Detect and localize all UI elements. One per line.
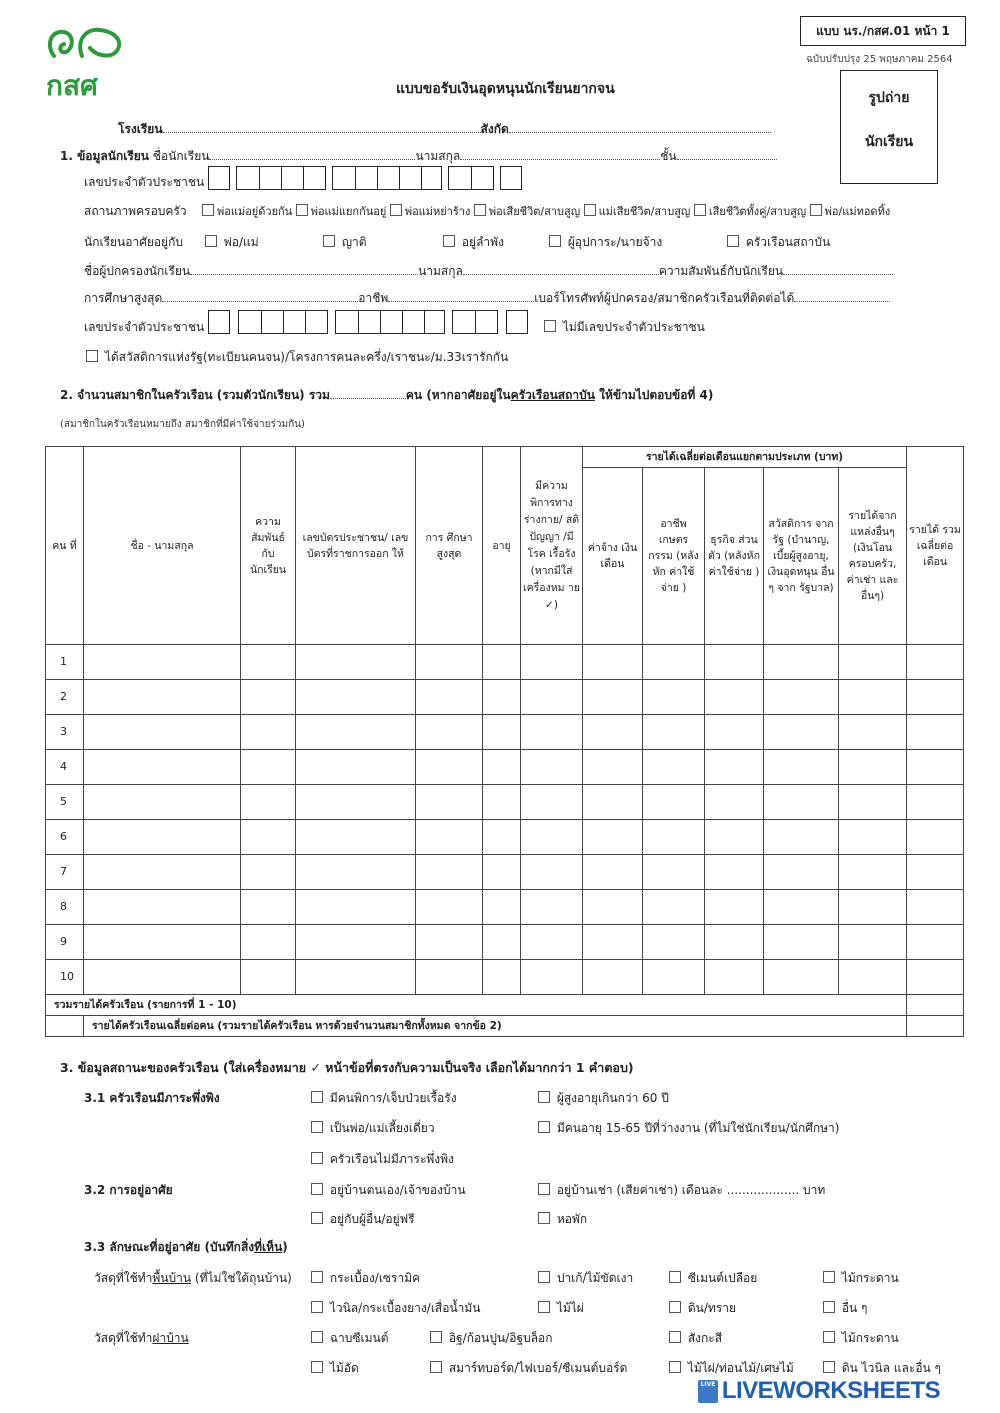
table-cell[interactable]: [241, 890, 296, 925]
table-cell[interactable]: [583, 855, 643, 890]
table-cell[interactable]: [764, 820, 839, 855]
table-cell[interactable]: [907, 820, 964, 855]
table-cell[interactable]: [416, 960, 483, 995]
table-cell[interactable]: [296, 750, 416, 785]
col-agri: อาชีพ เกษตร กรรม (หลังหัก ค่าใช้จ่าย ): [643, 468, 705, 645]
checkbox-icon: [202, 204, 214, 216]
section1-title: 1. ข้อมูลนักเรียน: [60, 149, 150, 163]
table-cell[interactable]: [705, 715, 764, 750]
page-title: แบบขอรับเงินอุดหนุนนักเรียนยากจน: [396, 81, 615, 97]
col-wage: ค่าจ้าง เงินเดือน: [583, 468, 643, 645]
wall-option[interactable]: สมาร์ทบอร์ด/ไฟเบอร์/ซีเมนต์บอร์ด: [430, 1359, 627, 1378]
checkbox-icon: [311, 1183, 323, 1195]
table-cell[interactable]: [84, 855, 241, 890]
lives-with-label: นักเรียนอาศัยอยู่กับ: [84, 235, 183, 249]
table-cell[interactable]: [583, 680, 643, 715]
table-cell[interactable]: [839, 960, 907, 995]
row-number: 8: [46, 890, 84, 925]
table-cell[interactable]: [583, 750, 643, 785]
photo-box[interactable]: [840, 70, 938, 184]
wall-option[interactable]: อิฐ/ก้อนปูน/อิฐบล็อก: [430, 1329, 553, 1348]
table-cell[interactable]: [416, 820, 483, 855]
checkbox-icon: [296, 204, 308, 216]
table-cell[interactable]: [483, 680, 521, 715]
table-cell[interactable]: [483, 890, 521, 925]
checkbox-icon: [390, 204, 402, 216]
student-surname-label: นามสกุล: [415, 149, 461, 163]
logo-text: กสศ: [46, 69, 98, 102]
table-cell[interactable]: [84, 645, 241, 680]
affiliation-label: สังกัด: [480, 122, 509, 136]
student-name-label: ชื่อนักเรียน: [152, 149, 210, 163]
table-cell[interactable]: [84, 925, 241, 960]
residence-option[interactable]: อยู่บ้านตนเอง/เจ้าของบ้าน: [311, 1181, 466, 1200]
table-row: [46, 925, 964, 960]
lives-with-option[interactable]: พ่อ/แม่: [205, 233, 259, 252]
table-cell[interactable]: [705, 890, 764, 925]
checkbox-icon: [538, 1091, 550, 1103]
grade-label: ชั้น: [660, 149, 677, 163]
floor-option[interactable]: อื่น ๆ: [823, 1299, 868, 1318]
checkbox-icon: [311, 1091, 323, 1103]
table-cell[interactable]: [84, 960, 241, 995]
floor-material-label: วัสดุที่ใช้ทำพื้นบ้าน (ที่ไม่ใช่ใต้ถุนบ้าน): [94, 1271, 292, 1285]
guardian-id-digit-1[interactable]: [208, 310, 230, 334]
student-id-label: เลขประจำตัวประชาชน: [84, 175, 205, 189]
checkbox-icon: [311, 1152, 323, 1164]
section31-title: 3.1 ครัวเรือนมีภาระพึ่งพิง: [84, 1091, 220, 1105]
family-status-option[interactable]: เสียชีวิตทั้งคู่/สาบสูญ: [694, 205, 806, 218]
table-cell[interactable]: [483, 645, 521, 680]
occupation-label: อาชีพ: [358, 291, 389, 305]
table-cell[interactable]: [84, 785, 241, 820]
col-education: การ ศึกษา สูงสุด: [416, 447, 483, 645]
table-cell[interactable]: [416, 925, 483, 960]
guardian-name-field[interactable]: [190, 262, 418, 275]
table-row: [46, 820, 964, 855]
table-cell[interactable]: [241, 855, 296, 890]
checkbox-icon: [311, 1301, 323, 1313]
table-cell[interactable]: [643, 645, 705, 680]
table-cell[interactable]: [643, 820, 705, 855]
table-cell[interactable]: [521, 890, 583, 925]
table-cell[interactable]: [705, 750, 764, 785]
table-cell[interactable]: [643, 715, 705, 750]
grade-field[interactable]: [677, 147, 777, 160]
wall-option[interactable]: ฉาบซีเมนต์: [311, 1329, 389, 1348]
wall-option[interactable]: ดิน ไวนิล และอื่น ๆ: [823, 1359, 941, 1378]
guardian-id-digits-2-5[interactable]: [238, 310, 328, 334]
table-cell[interactable]: [241, 960, 296, 995]
floor-option[interactable]: ไม้ไผ่: [538, 1299, 584, 1318]
checkbox-icon: [538, 1271, 550, 1283]
photo-label-2: นักเรียน: [864, 134, 914, 150]
wall-option[interactable]: ไม้กระดาน: [823, 1329, 899, 1348]
guardian-surname-label: นามสกุล: [418, 264, 463, 278]
table-cell[interactable]: [705, 645, 764, 680]
table-cell[interactable]: [764, 785, 839, 820]
section2-note: (สมาชิกในครัวเรือนหมายถึง สมาชิกที่มีค่าใช้จ่ายร่วมกัน): [60, 419, 305, 430]
table-cell[interactable]: [483, 750, 521, 785]
guardian-id-digit-13[interactable]: [506, 310, 528, 334]
brand-text: LIVEWORKSHEETS: [721, 1377, 941, 1404]
table-cell[interactable]: [521, 785, 583, 820]
table-cell[interactable]: [583, 820, 643, 855]
education-label: การศึกษาสูงสุด: [84, 291, 163, 305]
checkbox-icon: [694, 204, 706, 216]
lives-with-option[interactable]: ครัวเรือนสถาบัน: [727, 233, 830, 252]
row-number: 4: [46, 750, 84, 785]
table-cell[interactable]: [296, 645, 416, 680]
table-cell[interactable]: [296, 785, 416, 820]
table-cell[interactable]: [907, 785, 964, 820]
table-row: [46, 715, 964, 750]
phone-label: เบอร์โทรศัพท์ผู้ปกครอง/สมาชิกครัวเรือนที่ติดต่อได้: [534, 291, 795, 305]
table-cell[interactable]: [296, 715, 416, 750]
table-cell[interactable]: [839, 855, 907, 890]
table-cell[interactable]: [643, 750, 705, 785]
floor-option[interactable]: ดิน/ทราย: [669, 1299, 736, 1318]
table-cell[interactable]: [764, 925, 839, 960]
col-other: รายได้จาก แหล่งอื่นๆ (เงินโอน ครอบครัว, ค่าเช่า และ อื่นๆ): [839, 468, 907, 645]
col-total: รายได้ รวม เฉลี่ยต่อ เดือน: [907, 447, 964, 645]
guardian-name-label: ชื่อผู้ปกครองนักเรียน: [84, 264, 191, 278]
table-cell[interactable]: [521, 820, 583, 855]
table-cell[interactable]: [764, 750, 839, 785]
table-cell[interactable]: [643, 890, 705, 925]
table-cell[interactable]: [241, 750, 296, 785]
residence-option[interactable]: หอพัก: [538, 1210, 587, 1229]
wall-option[interactable]: สังกะสี: [669, 1329, 722, 1348]
family-status-option[interactable]: พ่อแม่อยู่ด้วยกัน: [202, 205, 292, 218]
table-cell[interactable]: [521, 960, 583, 995]
col-id: เลขบัตรประชาชน/ เลขบัตรที่ราชการออก ให้: [296, 447, 416, 645]
floor-option[interactable]: กระเบื้อง/เซรามิค: [311, 1269, 420, 1288]
student-name-field[interactable]: [209, 147, 415, 160]
table-cell[interactable]: [416, 785, 483, 820]
family-status-option[interactable]: พ่อแม่หย่าร้าง: [390, 205, 471, 218]
household-sum-label: รวมรายได้ครัวเรือน (รายการที่ 1 - 10): [46, 995, 907, 1016]
col-person-no: คน ที่: [46, 447, 84, 645]
burden-option[interactable]: เป็นพ่อ/แม่เลี้ยงเดี่ยว: [311, 1119, 435, 1138]
lives-with-option[interactable]: ผู้อุปการะ/นายจ้าง: [549, 233, 662, 252]
section33-title: 3.3 ลักษณะที่อยู่อาศัย (บันทึกสิ่งที่เห็น): [84, 1240, 288, 1254]
table-cell[interactable]: [296, 925, 416, 960]
photo-label-1: รูปถ่าย: [868, 90, 910, 106]
table-cell[interactable]: [84, 820, 241, 855]
checkbox-icon: [669, 1301, 681, 1313]
table-cell[interactable]: [643, 785, 705, 820]
burden-option[interactable]: มีคนพิการ/เจ็บป่วยเรื้อรัง: [311, 1089, 457, 1108]
table-cell[interactable]: [483, 820, 521, 855]
checkbox-icon: [474, 204, 486, 216]
table-cell[interactable]: [241, 820, 296, 855]
guardian-id-label: เลขประจำตัวประชาชน: [84, 320, 205, 334]
table-cell[interactable]: [583, 785, 643, 820]
form-code: แบบ นร./กสศ.01 หน้า 1: [800, 16, 966, 46]
row-number: 6: [46, 820, 84, 855]
checkbox-icon: [538, 1301, 550, 1313]
table-cell[interactable]: [521, 715, 583, 750]
student-id-digit-13[interactable]: [500, 166, 522, 190]
table-cell[interactable]: [705, 960, 764, 995]
table-cell[interactable]: [764, 890, 839, 925]
col-name: ชื่อ - นามสกุล: [84, 447, 241, 645]
guardian-id-digits-11-12[interactable]: [452, 310, 498, 334]
col-disability: มีความ พิการทาง ร่างกาย/ สติปัญญา /มีโรค เรื้อรัง (หากมีใส่ เครื่องหม าย ✓): [521, 447, 583, 645]
col-age: อายุ: [483, 447, 521, 645]
checkbox-icon: [669, 1271, 681, 1283]
table-cell[interactable]: [296, 960, 416, 995]
table-cell[interactable]: [705, 680, 764, 715]
guardian-id-digits-6-10[interactable]: [335, 310, 445, 334]
table-cell[interactable]: [241, 785, 296, 820]
checkbox-icon: [205, 235, 217, 247]
phone-field[interactable]: [794, 289, 890, 302]
family-status-option[interactable]: พ่อแม่แยกกันอยู่: [296, 205, 387, 218]
residence-option[interactable]: อยู่บ้านเช่า (เสียค่าเช่า) เดือนละ ................... บาท: [538, 1181, 825, 1200]
table-cell[interactable]: [241, 645, 296, 680]
burden-option[interactable]: มีคนอายุ 15-65 ปีที่ว่างงาน (ที่ไม่ใช่นักเรียน/นักศึกษา): [538, 1119, 839, 1138]
table-cell[interactable]: [416, 750, 483, 785]
checkbox-icon: [311, 1271, 323, 1283]
row-number: 10: [46, 960, 84, 995]
table-row: [46, 645, 964, 680]
checkbox-icon: [311, 1121, 323, 1133]
table-cell[interactable]: [84, 890, 241, 925]
checkbox-icon: [584, 204, 596, 216]
table-cell[interactable]: [583, 890, 643, 925]
table-cell[interactable]: [84, 750, 241, 785]
table-cell[interactable]: [643, 925, 705, 960]
table-cell[interactable]: [705, 785, 764, 820]
relation-label: ความสัมพันธ์กับนักเรียน: [658, 264, 784, 278]
checkbox-icon: [823, 1271, 835, 1283]
table-cell[interactable]: [839, 645, 907, 680]
table-cell[interactable]: [764, 855, 839, 890]
student-id-digits-2-5[interactable]: [236, 166, 326, 190]
col-welfare: สวัสดิการ จากรัฐ (บำนาญ, เบี้ยผู้สูงอายุ, เงินอุดหนุน อื่น ๆ จาก รัฐบาล): [764, 468, 839, 645]
checkbox-icon: [727, 235, 739, 247]
table-cell[interactable]: [907, 925, 964, 960]
table-cell[interactable]: [839, 750, 907, 785]
checkbox-icon: [810, 204, 822, 216]
checkbox-icon: [669, 1361, 681, 1373]
table-cell[interactable]: [241, 715, 296, 750]
table-cell[interactable]: [416, 645, 483, 680]
table-cell[interactable]: [521, 645, 583, 680]
table-cell[interactable]: [839, 785, 907, 820]
table-cell[interactable]: [705, 925, 764, 960]
table-row: [46, 890, 964, 925]
checkbox-icon: [430, 1331, 442, 1343]
burden-option[interactable]: ผู้สูงอายุเกินกว่า 60 ปี: [538, 1089, 669, 1108]
row-number: 9: [46, 925, 84, 960]
table-cell[interactable]: [583, 960, 643, 995]
table-cell[interactable]: [296, 855, 416, 890]
table-cell[interactable]: [839, 680, 907, 715]
checkbox-icon: [443, 235, 455, 247]
table-row: [46, 960, 964, 995]
table-cell[interactable]: [907, 645, 964, 680]
table-cell[interactable]: [483, 785, 521, 820]
school-label: โรงเรียน: [118, 122, 163, 136]
family-status-options: [202, 202, 890, 220]
table-cell[interactable]: [416, 680, 483, 715]
table-cell[interactable]: [583, 925, 643, 960]
occupation-field[interactable]: [388, 289, 534, 302]
student-id-digits-11-12[interactable]: [448, 166, 494, 190]
table-row: [46, 680, 964, 715]
table-cell[interactable]: [764, 680, 839, 715]
checkbox-icon: [538, 1212, 550, 1224]
floor-option[interactable]: ไม้กระดาน: [823, 1269, 899, 1288]
table-cell[interactable]: [643, 855, 705, 890]
revision-date: ฉบับปรับปรุง 25 พฤษภาคม 2564: [806, 54, 953, 65]
table-cell[interactable]: [907, 855, 964, 890]
checkbox-icon: [669, 1331, 681, 1343]
table-cell[interactable]: [483, 855, 521, 890]
no-id-option[interactable]: ไม่มีเลขประจำตัวประชาชน: [544, 318, 705, 337]
row-number: 3: [46, 715, 84, 750]
student-id-digits-6-10[interactable]: [332, 166, 442, 190]
checkbox-icon: [538, 1121, 550, 1133]
table-cell[interactable]: [839, 890, 907, 925]
burden-option[interactable]: ครัวเรือนไม่มีภาระพึ่งพิง: [311, 1150, 454, 1169]
affiliation-field[interactable]: [509, 120, 771, 133]
income-group-header: รายได้เฉลี่ยต่อเดือนแยกตามประเภท (บาท): [583, 447, 907, 468]
table-cell[interactable]: [241, 925, 296, 960]
table-cell[interactable]: [521, 750, 583, 785]
table-cell[interactable]: [416, 890, 483, 925]
school-field[interactable]: [163, 120, 481, 133]
checkbox-icon: [823, 1301, 835, 1313]
family-status-option[interactable]: พ่อเสียชีวิต/สาบสูญ: [474, 205, 580, 218]
table-cell[interactable]: [521, 680, 583, 715]
household-average-label: รายได้ครัวเรือนเฉลี่ยต่อคน (รวมรายได้ครัวเรือน หารด้วยจำนวนสมาชิกทั้งหมด จากข้อ 2): [84, 1016, 907, 1037]
table-cell[interactable]: [705, 820, 764, 855]
family-status-option[interactable]: พ่อ/แม่ทอดทิ้ง: [810, 205, 891, 218]
household-table: [45, 446, 964, 1037]
floor-option[interactable]: ปาเก้/ไม้ขัดเงา: [538, 1269, 633, 1288]
table-row: [46, 785, 964, 820]
table-cell[interactable]: [521, 855, 583, 890]
checkbox-icon: [323, 235, 335, 247]
table-cell[interactable]: [839, 925, 907, 960]
checkbox-icon: [538, 1183, 550, 1195]
checkbox-icon: [311, 1212, 323, 1224]
wall-material-label: วัสดุที่ใช้ทำฝาบ้าน: [94, 1331, 189, 1345]
section32-title: 3.2 การอยู่อาศัย: [84, 1183, 173, 1197]
table-cell[interactable]: [296, 890, 416, 925]
checkbox-icon: [86, 350, 98, 362]
residence-option[interactable]: อยู่กับผู้อื่น/อยู่ฟรี: [311, 1210, 415, 1229]
row-number: 1: [46, 645, 84, 680]
relation-field[interactable]: [783, 262, 893, 275]
wall-option[interactable]: ไม้ไผ่/ท่อนไม้/เศษไม้: [669, 1359, 794, 1378]
table-cell[interactable]: [84, 680, 241, 715]
table-cell[interactable]: [907, 890, 964, 925]
section3-title: 3. ข้อมูลสถานะของครัวเรือน (ใส่เครื่องหมาย ✓ หน้าข้อที่ตรงกับความเป็นจริง เลือกได้มากกว่า 1 คำตอบ): [60, 1060, 634, 1075]
wall-option[interactable]: ไม้อัด: [311, 1359, 359, 1378]
household-count-field[interactable]: [330, 386, 406, 399]
table-cell[interactable]: [643, 680, 705, 715]
lives-with-option[interactable]: อยู่ลำพัง: [443, 233, 504, 252]
table-cell[interactable]: [907, 960, 964, 995]
checkbox-icon: [311, 1331, 323, 1343]
table-cell[interactable]: [705, 855, 764, 890]
student-surname-field[interactable]: [460, 147, 660, 160]
row-number: 5: [46, 785, 84, 820]
checkbox-icon: [544, 320, 556, 332]
checkbox-icon: [823, 1361, 835, 1373]
table-cell[interactable]: [483, 925, 521, 960]
family-status-label: สถานภาพครอบครัว: [84, 204, 187, 218]
floor-option[interactable]: ไวนิล/กระเบื้องยาง/เสื่อน้ำมัน: [311, 1299, 481, 1318]
guardian-surname-field[interactable]: [463, 262, 659, 275]
table-cell[interactable]: [764, 960, 839, 995]
table-cell[interactable]: [764, 645, 839, 680]
liveworksheets-logo[interactable]: [698, 1377, 940, 1405]
table-cell[interactable]: [296, 820, 416, 855]
table-cell[interactable]: [839, 715, 907, 750]
table-cell[interactable]: [643, 960, 705, 995]
section2-title: 2. จำนวนสมาชิกในครัวเรือน (รวมตัวนักเรียน) รวม: [60, 388, 330, 402]
row-number: 7: [46, 855, 84, 890]
household-sum-cell[interactable]: [907, 995, 964, 1016]
institution-household-text: ครัวเรือนสถาบัน: [510, 388, 595, 402]
lives-with-option[interactable]: ญาติ: [323, 233, 367, 252]
welfare-option[interactable]: ได้สวัสดิการแห่งรัฐ(ทะเบียนคนจน)/โครงการคนละครึ่ง/เราชนะ/ม.33เรารักกัน: [86, 348, 508, 367]
family-status-option[interactable]: แม่เสียชีวิต/สาบสูญ: [584, 205, 691, 218]
checkbox-icon: [823, 1331, 835, 1343]
organization-logo: [44, 26, 128, 60]
table-cell[interactable]: [907, 715, 964, 750]
table-cell[interactable]: [483, 715, 521, 750]
table-cell[interactable]: [241, 680, 296, 715]
row-number: 2: [46, 680, 84, 715]
education-field[interactable]: [162, 289, 358, 302]
household-average-cell[interactable]: [907, 1016, 964, 1037]
checkbox-icon: [430, 1361, 442, 1373]
table-cell[interactable]: [764, 715, 839, 750]
table-cell[interactable]: [296, 680, 416, 715]
col-relation: ความ สัมพันธ์ กับ นักเรียน: [241, 447, 296, 645]
table-cell[interactable]: [907, 750, 964, 785]
table-cell[interactable]: [416, 715, 483, 750]
table-cell[interactable]: [483, 960, 521, 995]
checkbox-icon: [311, 1361, 323, 1373]
col-business: ธุรกิจ ส่วนตัว (หลังหัก ค่าใช้จ่าย ): [705, 468, 764, 645]
table-cell[interactable]: [84, 715, 241, 750]
table-row: [46, 750, 964, 785]
table-row: [46, 855, 964, 890]
checkbox-icon: [549, 235, 561, 247]
student-id-digit-1[interactable]: [208, 166, 230, 190]
table-cell[interactable]: [521, 925, 583, 960]
brand-badge: LIVE: [698, 1380, 718, 1403]
blank-cell: [46, 1016, 84, 1037]
table-cell[interactable]: [416, 855, 483, 890]
table-cell[interactable]: [839, 820, 907, 855]
table-cell[interactable]: [907, 680, 964, 715]
table-cell[interactable]: [583, 645, 643, 680]
table-cell[interactable]: [583, 715, 643, 750]
floor-option[interactable]: ซีเมนต์เปลือย: [669, 1269, 757, 1288]
